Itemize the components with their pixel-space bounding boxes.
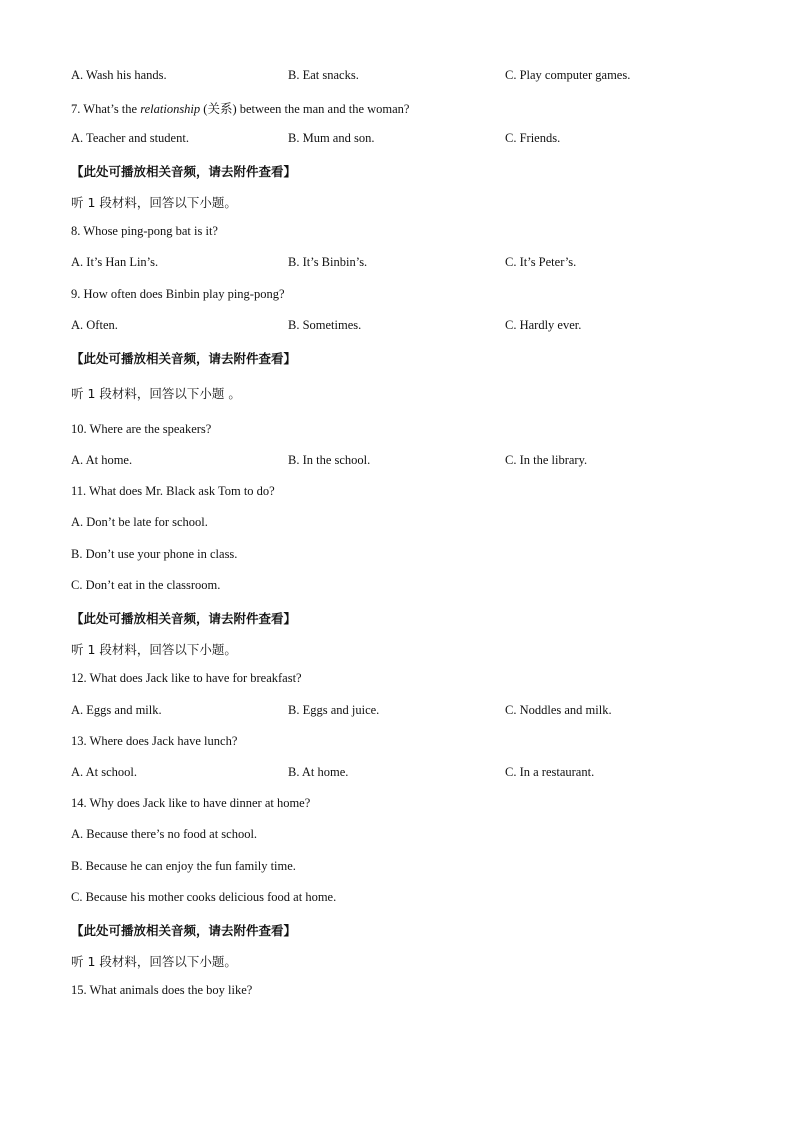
q8-option-a: A. It’s Han Lin’s. [71, 255, 159, 269]
q10-option-c: C. In the library. [505, 453, 588, 467]
audio-note: 【此处可播放相关音频，请去附件查看】 [71, 164, 297, 179]
q9-option-a: A. Often. [71, 318, 118, 332]
q9-question: 9. How often does Binbin play ping-pong? [71, 287, 285, 301]
q12-question: 12. What does Jack like to have for breakfast? [71, 671, 302, 685]
q8-option-b: B. It’s Binbin’s. [288, 255, 368, 269]
q6-option-c: C. Play computer games. [505, 68, 631, 82]
q12-option-c: C. Noddles and milk. [505, 703, 612, 717]
q13-option-b: B. At home. [288, 765, 349, 779]
q11-option-a: A. Don’t be late for school. [71, 515, 208, 529]
q8-question: 8. Whose ping-pong bat is it? [71, 224, 218, 238]
q11-option-c: C. Don’t eat in the classroom. [71, 578, 221, 592]
q13-question: 13. Where does Jack have lunch? [71, 734, 238, 748]
audio-note: 【此处可播放相关音频，请去附件查看】 [71, 923, 297, 938]
q11-question: 11. What does Mr. Black ask Tom to do? [71, 484, 275, 498]
instruction: 听 1 段材料，回答以下小题。 [71, 954, 237, 969]
q7-option-a: A. Teacher and student. [71, 131, 189, 145]
q7-option-b: B. Mum and son. [288, 131, 375, 145]
q9-option-b: B. Sometimes. [288, 318, 362, 332]
q14-option-b: B. Because he can enjoy the fun family time. [71, 859, 296, 873]
q6-option-a: A. Wash his hands. [71, 68, 167, 82]
q12-option-a: A. Eggs and milk. [71, 703, 162, 717]
instruction: 听 1 段材料，回答以下小题 。 [71, 386, 241, 401]
instruction: 听 1 段材料，回答以下小题。 [71, 642, 237, 657]
q10-option-a: A. At home. [71, 453, 133, 467]
q14-question: 14. Why does Jack like to have dinner at home? [71, 796, 311, 810]
q6-option-b: B. Eat snacks. [288, 68, 359, 82]
q14-option-a: A. Because there’s no food at school. [71, 827, 258, 841]
q13-option-a: A. At school. [71, 765, 137, 779]
q12-option-b: B. Eggs and juice. [288, 703, 380, 717]
q14-option-c: C. Because his mother cooks delicious food at home. [71, 890, 337, 904]
instruction: 听 1 段材料，回答以下小题。 [71, 195, 237, 210]
q15-question: 15. What animals does the boy like? [71, 983, 253, 997]
q13-option-c: C. In a restaurant. [505, 765, 595, 779]
audio-note: 【此处可播放相关音频，请去附件查看】 [71, 351, 297, 366]
q10-option-b: B. In the school. [288, 453, 371, 467]
q10-question: 10. Where are the speakers? [71, 422, 212, 436]
q9-option-c: C. Hardly ever. [505, 318, 582, 332]
q11-option-b: B. Don’t use your phone in class. [71, 547, 238, 561]
q7-option-c: C. Friends. [505, 131, 561, 145]
audio-note: 【此处可播放相关音频，请去附件查看】 [71, 611, 297, 626]
q7-question: 7. What’s the relationship (关系) between the man and the woman? [71, 102, 410, 116]
q8-option-c: C. It’s Peter’s. [505, 255, 577, 269]
